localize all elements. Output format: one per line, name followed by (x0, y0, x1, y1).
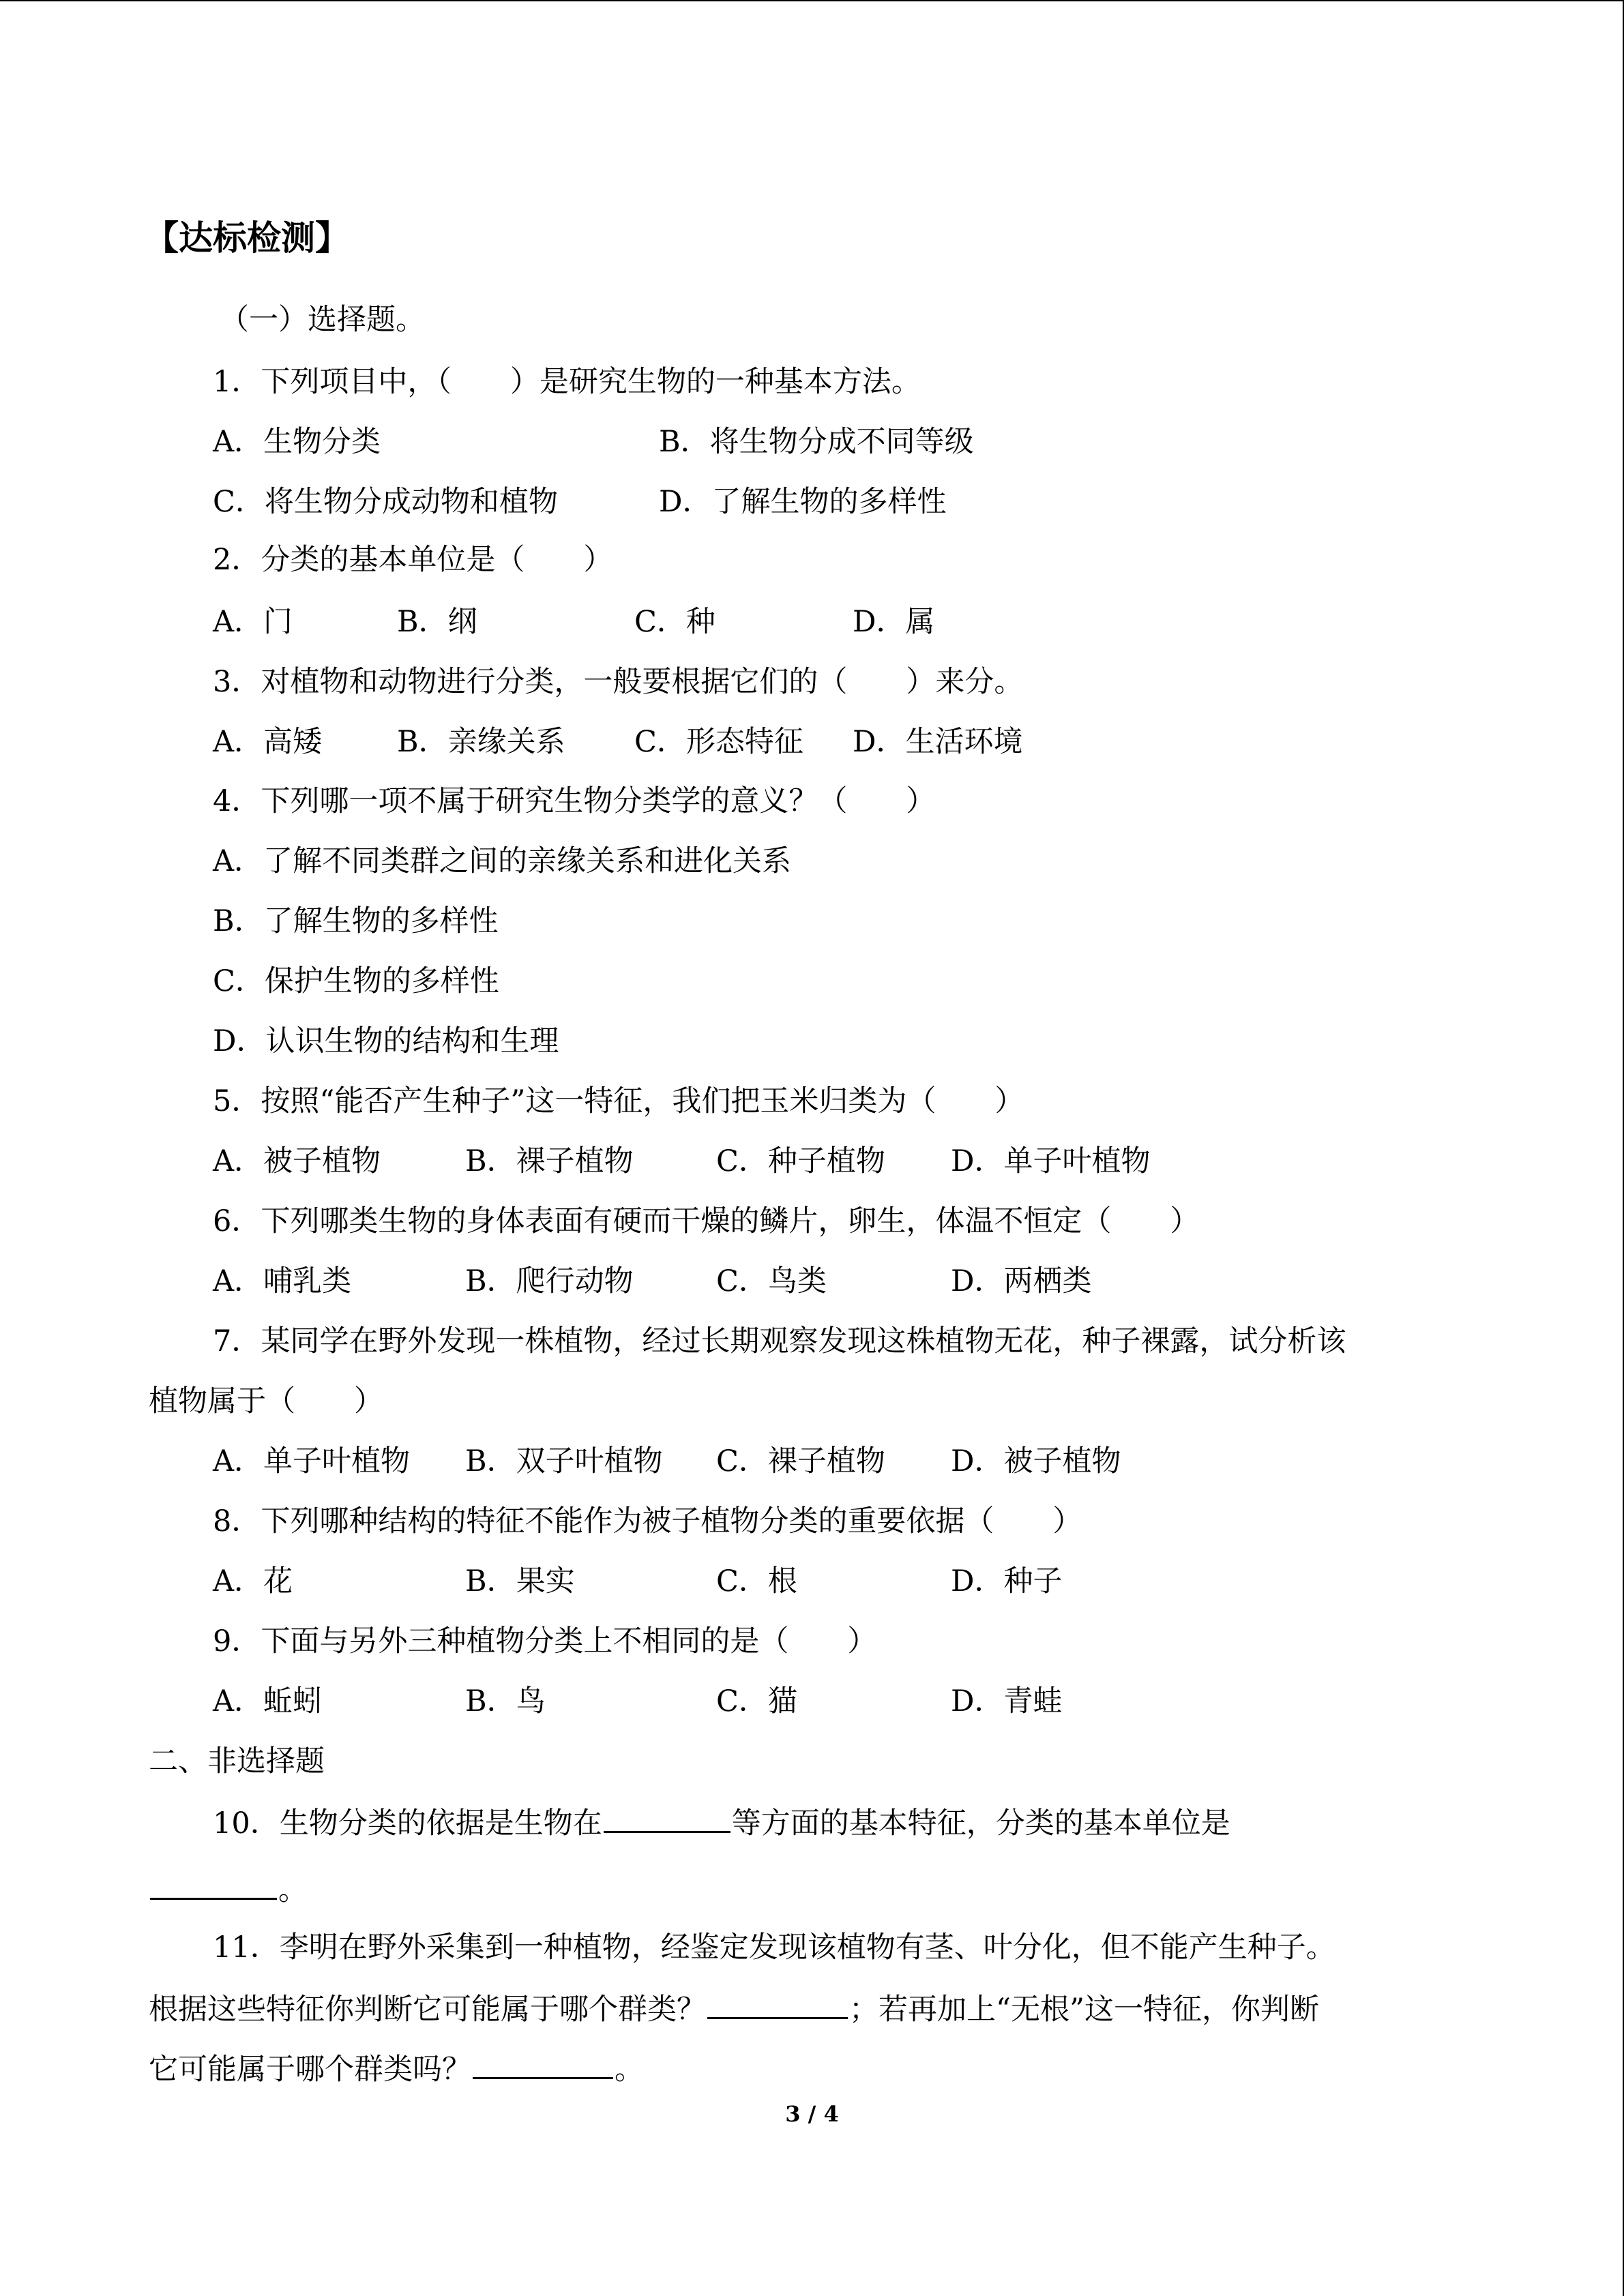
q1-option-c[interactable]: C．将生物分成动物和植物 (213, 485, 558, 519)
q11-line1: 11．李明在野外采集到一种植物，经鉴定发现该植物有茎、叶分化，但不能产生种子。 (213, 1930, 1335, 1965)
q8-option-a[interactable]: A．花 (213, 1564, 293, 1598)
q3-option-d[interactable]: D．生活环境 (853, 725, 1023, 759)
q8-options (213, 1561, 1509, 1602)
q11-text-4: 。 (615, 2053, 644, 2087)
q2-option-c[interactable]: C．种 (634, 605, 715, 639)
q1-options-row2 (213, 481, 1509, 522)
q11-line3 (149, 2047, 644, 2090)
q7-stem-line2: 植物属于（ ） (149, 1384, 383, 1418)
q7-option-c[interactable]: C．裸子植物 (716, 1444, 885, 1478)
q5-option-b[interactable]: B．裸子植物 (465, 1144, 634, 1178)
q2-option-b[interactable]: B．纲 (397, 605, 477, 639)
q7-option-b[interactable]: B．双子叶植物 (465, 1444, 663, 1478)
q10-text-2: 等方面的基本特征，分类的基本单位是 (731, 1806, 1230, 1840)
q1-options-row1 (213, 421, 1509, 462)
q6-stem: 6．下列哪类生物的身体表面有硬而干燥的鳞片，卵生，体温不恒定（ ） (213, 1204, 1200, 1238)
q1-option-d[interactable]: D．了解生物的多样性 (659, 485, 947, 519)
q3-stem: 3．对植物和动物进行分类，一般要根据它们的（ ）来分。 (213, 665, 1024, 699)
q2-option-d[interactable]: D．属 (853, 605, 935, 639)
q9-option-b[interactable]: B．鸟 (465, 1684, 546, 1718)
q10-line1 (213, 1801, 1230, 1844)
q3-option-a[interactable]: A．高矮 (213, 725, 323, 759)
q1-option-b[interactable]: B．将生物分成不同等级 (659, 425, 974, 459)
q10-text-3: 。 (278, 1873, 308, 1907)
q3-option-b[interactable]: B．亲缘关系 (397, 725, 565, 759)
q11-blank-2[interactable] (473, 2047, 613, 2079)
q9-option-a[interactable]: A．蚯蚓 (213, 1684, 323, 1718)
q10-text-1: 10．生物分类的依据是生物在 (213, 1806, 602, 1840)
q11-blank-1[interactable] (707, 1987, 848, 2019)
q1-option-a[interactable]: A．生物分类 (213, 425, 381, 459)
q10-blank-1[interactable] (604, 1801, 730, 1833)
q6-options (213, 1261, 1509, 1302)
q8-option-d[interactable]: D．种子 (951, 1564, 1063, 1598)
q5-option-d[interactable]: D．单子叶植物 (951, 1144, 1151, 1178)
q4-option-b[interactable]: B．了解生物的多样性 (213, 904, 499, 938)
q8-stem: 8．下列哪种结构的特征不能作为被子植物分类的重要依据（ ） (213, 1504, 1082, 1538)
q6-option-b[interactable]: B．爬行动物 (465, 1264, 634, 1298)
q11-text-1: 根据这些特征你判断它可能属于哪个群类？ (149, 1993, 706, 2027)
q8-option-c[interactable]: C．根 (716, 1564, 797, 1598)
q11-text-2: ；若再加上“无根”这一特征，你判断 (849, 1993, 1319, 2027)
q5-option-a[interactable]: A．被子植物 (213, 1144, 381, 1178)
section-one-title: （一）选择题。 (220, 303, 425, 337)
q2-option-a[interactable]: A．门 (213, 605, 293, 639)
q5-option-c[interactable]: C．种子植物 (716, 1144, 885, 1178)
q4-option-a[interactable]: A．了解不同类群之间的亲缘关系和进化关系 (213, 844, 792, 878)
q4-option-d[interactable]: D．认识生物的结构和生理 (213, 1024, 559, 1058)
q9-stem: 9．下面与另外三种植物分类上不相同的是（ ） (213, 1624, 877, 1658)
section-two-title: 二、非选择题 (149, 1744, 325, 1778)
q7-option-a[interactable]: A．单子叶植物 (213, 1444, 411, 1478)
q6-option-d[interactable]: D．两栖类 (951, 1264, 1092, 1298)
q11-text-3: 它可能属于哪个群类吗？ (149, 2053, 471, 2087)
q5-options (213, 1141, 1509, 1182)
q1-stem: 1．下列项目中，（ ）是研究生物的一种基本方法。 (213, 365, 921, 399)
q3-options (213, 721, 1509, 762)
q5-stem: 5．按照“能否产生种子”这一特征，我们把玉米归类为（ ） (213, 1084, 1024, 1118)
page-number: 3 / 4 (785, 2101, 839, 2127)
q2-options (213, 601, 1509, 642)
q7-option-d[interactable]: D．被子植物 (951, 1444, 1121, 1478)
q6-option-a[interactable]: A．哺乳类 (213, 1264, 352, 1298)
q10-blank-2[interactable] (150, 1868, 277, 1900)
q4-option-c[interactable]: C．保护生物的多样性 (213, 964, 499, 998)
q8-option-b[interactable]: B．果实 (465, 1564, 575, 1598)
q9-option-c[interactable]: C．猫 (716, 1684, 797, 1718)
q3-option-c[interactable]: C．形态特征 (634, 725, 803, 759)
q7-stem-line1: 7．某同学在野外发现一株植物，经过长期观察发现这株植物无花，种子裸露，试分析该 (213, 1324, 1346, 1358)
q2-stem: 2．分类的基本单位是（ ） (213, 543, 613, 577)
q7-options (213, 1441, 1509, 1482)
q4-stem: 4．下列哪一项不属于研究生物分类学的意义？（ ） (213, 784, 936, 818)
q9-options (213, 1681, 1509, 1722)
section-heading: 【达标检测】 (145, 218, 349, 258)
q10-line2 (149, 1868, 308, 1911)
q9-option-d[interactable]: D．青蛙 (951, 1684, 1063, 1718)
q6-option-c[interactable]: C．鸟类 (716, 1264, 827, 1298)
q11-line2 (149, 1987, 1319, 2030)
